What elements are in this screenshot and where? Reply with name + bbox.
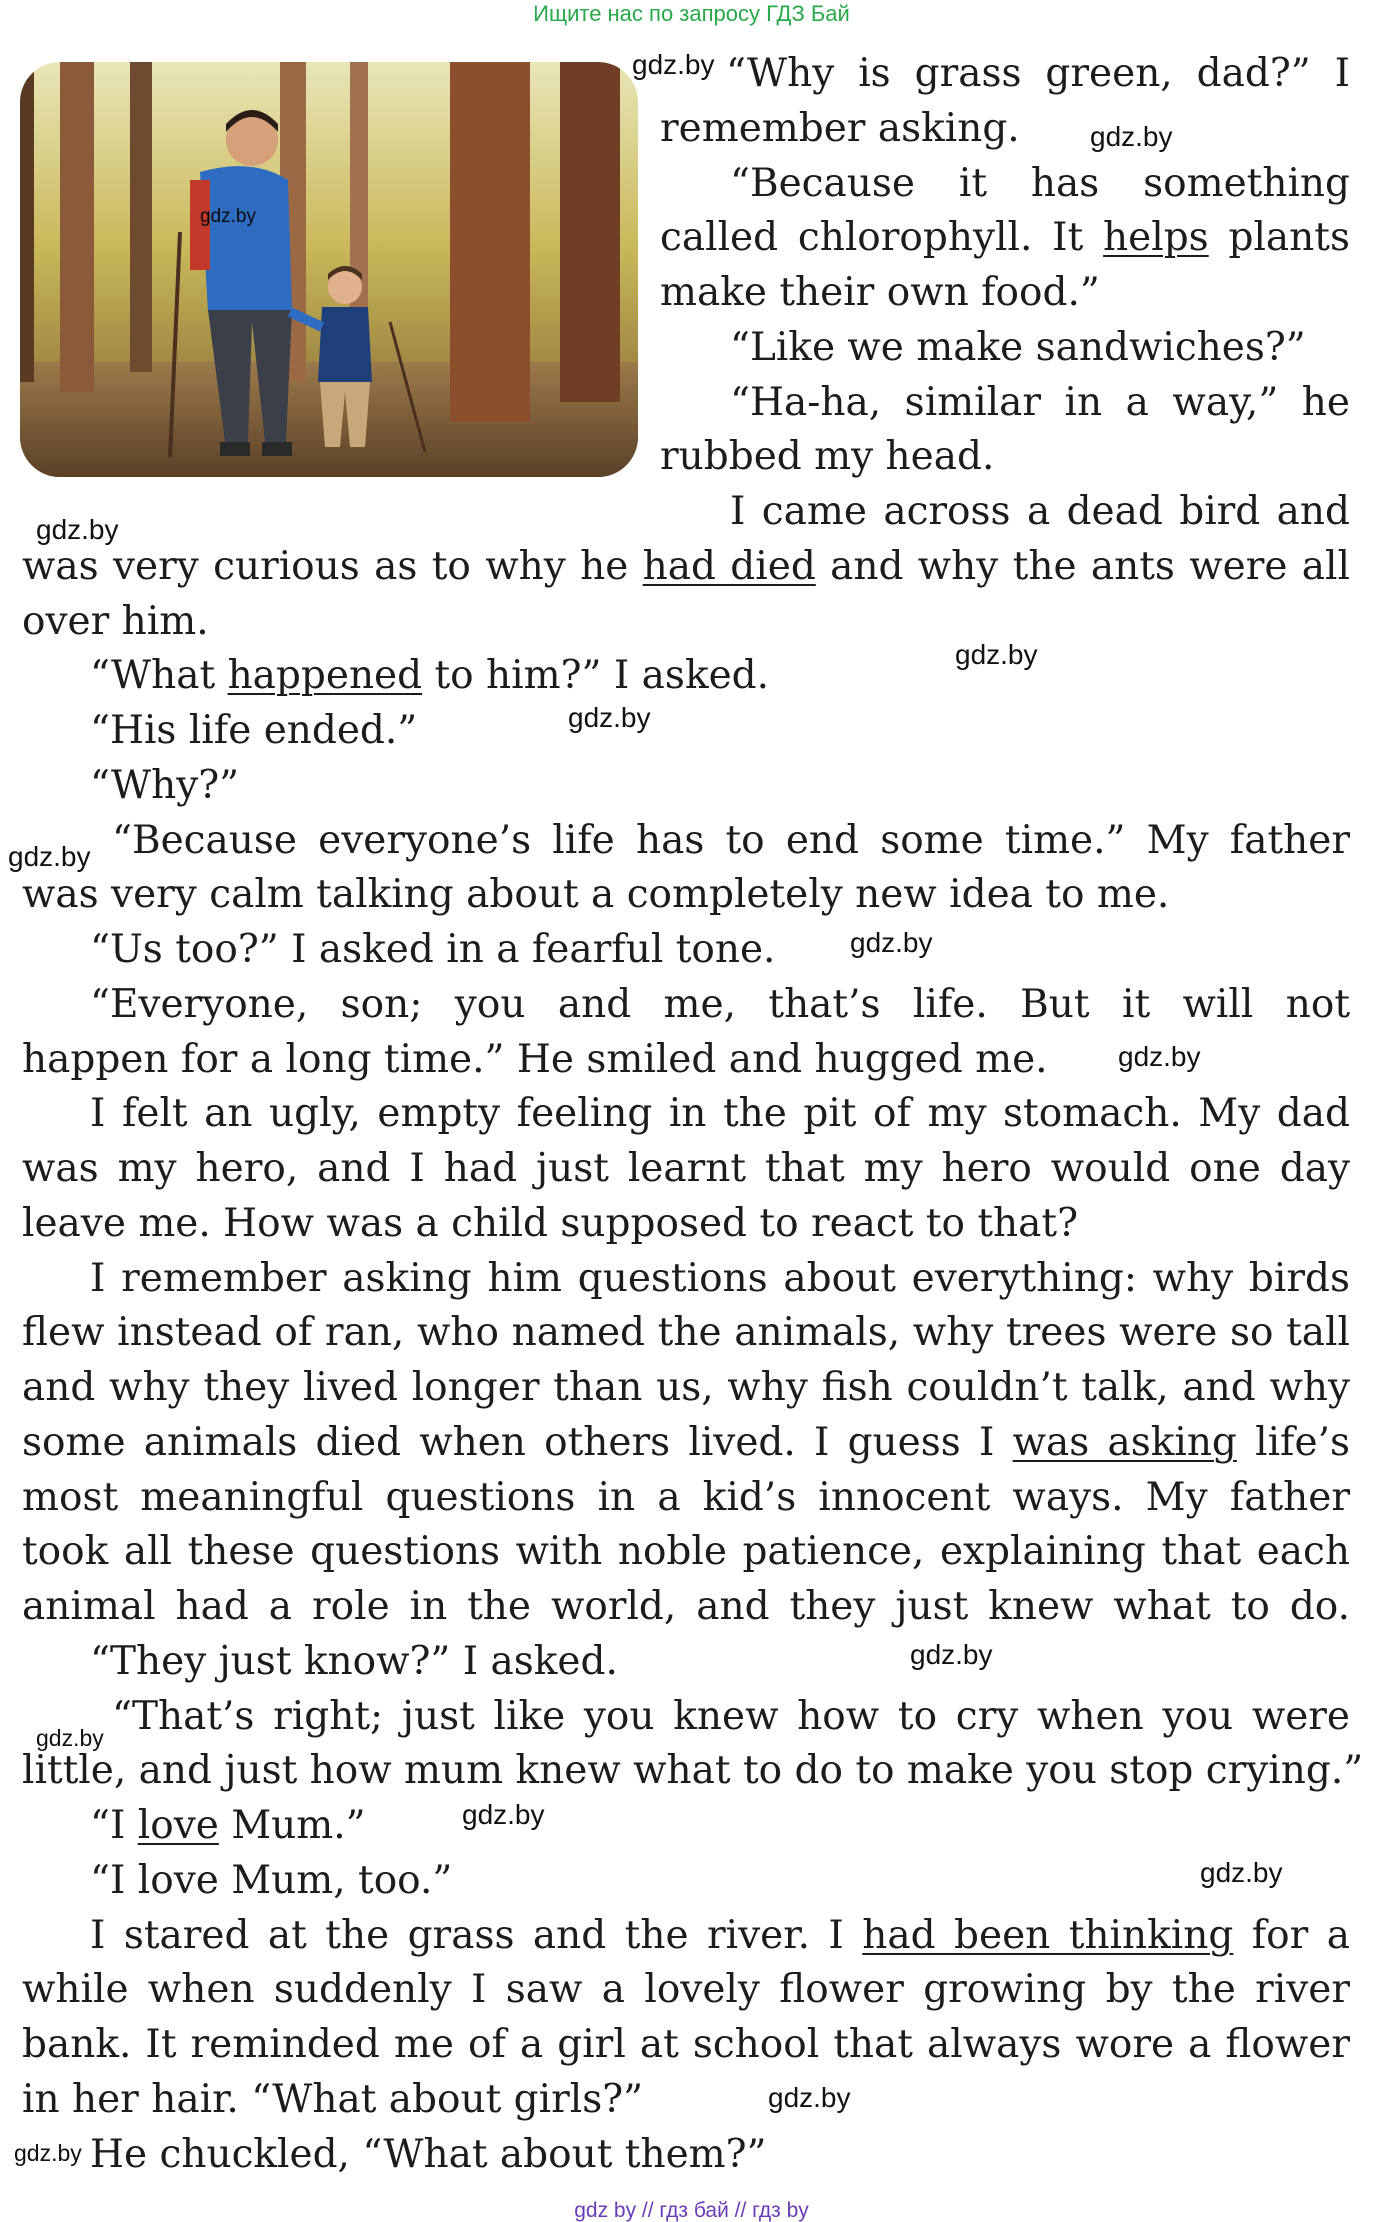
text-line — [22, 1417, 1350, 1469]
text-line: over him. — [22, 598, 209, 644]
watermark: gdz.by — [850, 927, 933, 958]
text-line: while when suddenly I saw a lovely flower growing by the river — [22, 1967, 1350, 2013]
text-line: animal had a role in the world, and they just knew what to do. — [22, 1584, 1350, 1629]
watermark: gdz.by — [8, 841, 91, 872]
watermark: gdz.by — [568, 702, 651, 733]
text-line: I felt an ugly, empty feeling in the pit of my stomach. My dad — [90, 1091, 1350, 1137]
text-line — [22, 541, 1350, 593]
watermark: gdz.by — [768, 2082, 851, 2113]
text-line: took all these questions with noble patience, explaining that each — [22, 1529, 1350, 1575]
underlined-verb: had been thinking — [862, 1912, 1234, 1958]
text-line: leave me. How was a child supposed to react to that? — [22, 1200, 1079, 1246]
watermark: gdz.by — [955, 639, 1038, 670]
underlined-verb: was asking — [1012, 1419, 1237, 1465]
watermark: gdz.by — [462, 1799, 545, 1830]
watermark: gdz.by — [36, 514, 119, 545]
text-segment: called chlorophyll. It — [660, 215, 1104, 261]
text-line: “Because it has something — [730, 160, 1350, 206]
watermark: gdz.by — [632, 49, 715, 80]
text-segment: some animals died when others lived. I guess I — [22, 1419, 1013, 1465]
text-line: was my hero, and I had just learnt that my hero would one day — [22, 1146, 1350, 1191]
underlined-verb: love — [137, 1803, 219, 1848]
text-line: bank. It reminded me of a girl at school that always wore a flower — [22, 2022, 1350, 2067]
text-line — [90, 1910, 1350, 1962]
text-line: “His life ended.” — [90, 708, 418, 753]
text-segment: Mum.” — [218, 1803, 366, 1848]
text-line: flew instead of ran, who named the animals, why trees were so tall — [22, 1310, 1350, 1356]
text-line: “Ha-ha, similar in a way,” he — [730, 379, 1350, 425]
text-line: most meaningful questions in a kid’s innocent ways. My father — [22, 1474, 1350, 1520]
text-line: “Everyone, son; you and me, that’s life. But it will not — [90, 981, 1350, 1027]
watermark: gdz.by — [36, 1725, 104, 1751]
text-segment: plants — [1208, 215, 1350, 261]
text-segment: “I — [90, 1803, 138, 1848]
text-line: “Because everyone’s life has to end some time.” My father — [112, 817, 1350, 863]
text-line: “Why?” — [90, 762, 240, 808]
underlined-verb: had died — [642, 543, 816, 589]
text-segment: for a — [1233, 1912, 1350, 1958]
text-line: “Why is grass green, dad?” I — [726, 51, 1350, 96]
underlined-verb: helps — [1103, 215, 1209, 261]
text-segment: life’s — [1236, 1419, 1350, 1465]
text-line: He chuckled, “What about them?” — [90, 2131, 767, 2177]
bottom-banner: gdz by // гдз бай // гдз by — [574, 2199, 809, 2222]
text-segment: to him?” I asked. — [422, 653, 770, 699]
top-banner: Ищите нас по запросу ГДЗ Бай — [533, 1, 850, 26]
watermark: gdz.by — [1090, 121, 1173, 152]
text-segment: “What — [90, 653, 228, 699]
text-line: I came across a dead bird and — [730, 489, 1350, 534]
text-line: and why they lived longer than us, why fish couldn’t talk, and why — [22, 1365, 1350, 1410]
text-line: was very calm talking about a completely new idea to me. — [22, 872, 1170, 918]
underlined-verb: happened — [227, 653, 423, 699]
text-line: “That’s right; just like you knew how to cry when you were — [112, 1693, 1350, 1739]
text-line: happen for a long time.” He smiled and hugged me. — [22, 1036, 1048, 1082]
watermark: gdz.by — [1118, 1041, 1201, 1072]
watermark: gdz.by — [910, 1639, 993, 1670]
text-line: “Us too?” I asked in a fearful tone. — [90, 927, 776, 972]
text-line: make their own food.” — [660, 270, 1100, 315]
text-line: “I love Mum, too.” — [90, 1857, 453, 1903]
text-line: “They just know?” I asked. — [90, 1638, 618, 1684]
father-son-forest-photo — [20, 62, 638, 477]
text-line — [90, 1800, 366, 1852]
watermark: gdz.by — [1200, 1857, 1283, 1888]
photo-watermark: gdz.by — [200, 206, 256, 227]
text-segment: and why the ants were all — [815, 543, 1350, 589]
text-line: little, and just how mum knew what to do to make you stop crying.” — [22, 1748, 1364, 1794]
text-line — [90, 650, 769, 702]
watermark: gdz.by — [14, 2140, 82, 2166]
text-segment: I stared at the grass and the river. I — [90, 1912, 863, 1958]
text-line: in her hair. “What about girls?” — [22, 2076, 644, 2122]
text-line: rubbed my head. — [660, 434, 995, 480]
text-line: “Like we make sandwiches?” — [730, 324, 1306, 370]
text-line — [660, 212, 1350, 264]
text-line: remember asking. — [660, 105, 1020, 151]
text-line: I remember asking him questions about everything: why birds — [90, 1255, 1350, 1301]
text-segment: was very curious as to why he — [22, 543, 643, 589]
